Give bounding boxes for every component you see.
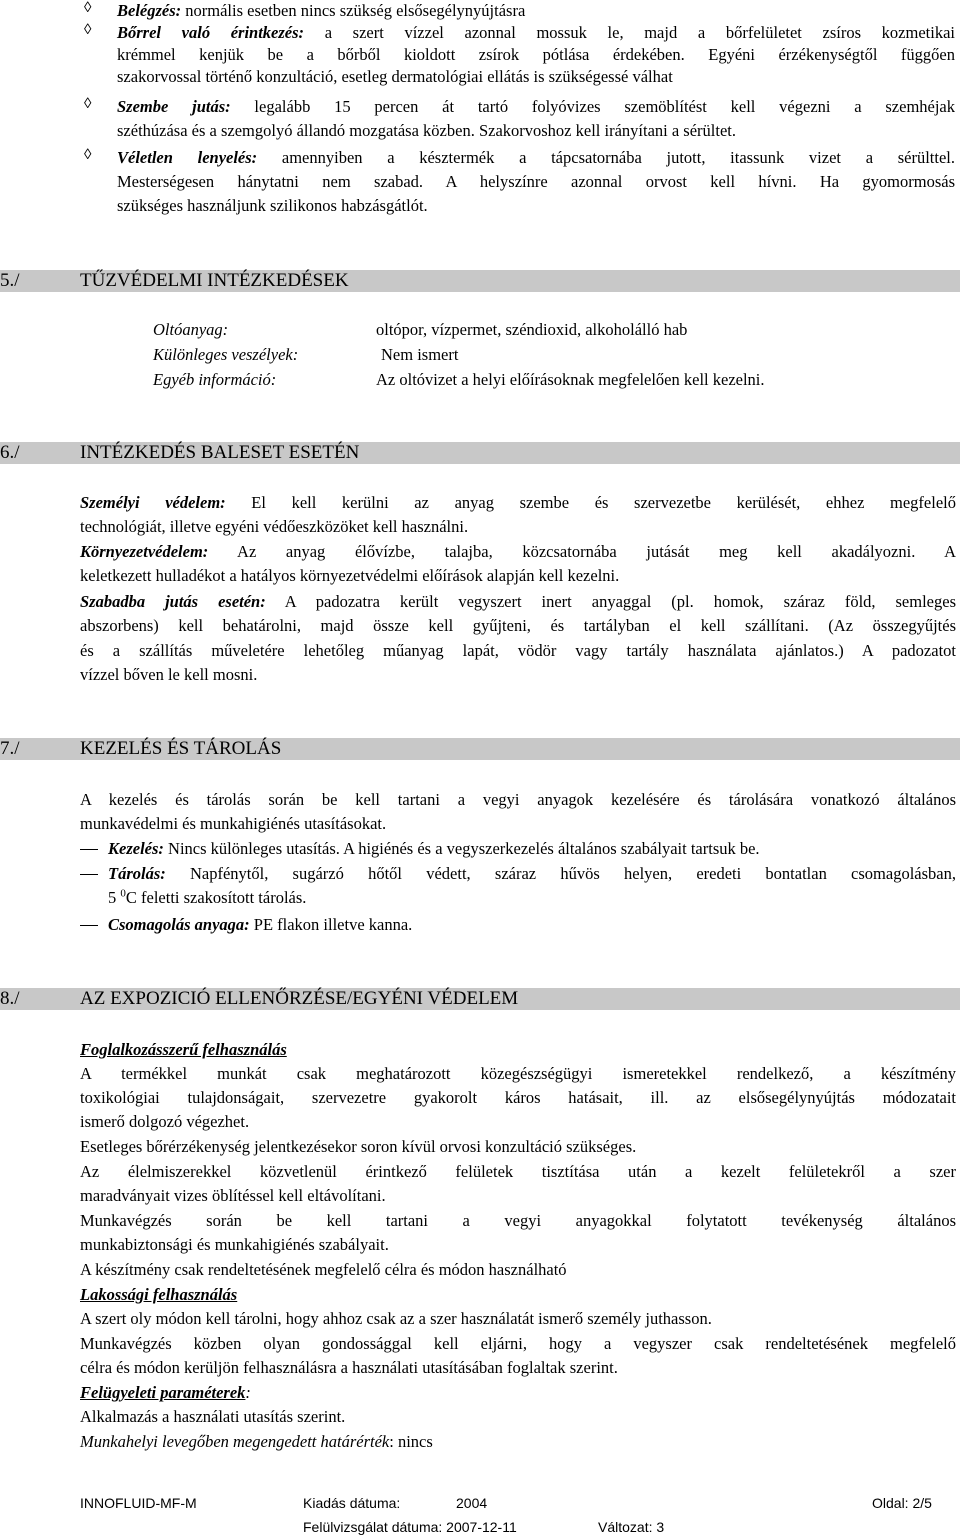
section-title: KEZELÉS ÉS TÁROLÁS <box>80 738 282 759</box>
environmental-protection-line1: Környezetvédelem: Az anyag élővízbe, talajba, közcsatornába jutását meg kell akadályozni. A <box>80 542 956 561</box>
section-7-header <box>0 738 960 760</box>
extinguishing-media-label: Oltóanyag: <box>153 320 229 339</box>
storage-item-line2: 5 $^0$C feletti szakosított tárolás. <box>108 887 307 907</box>
spill-cleanup-line1: Szabadba jutás esetén: A padozatra került vegyszert inert anyaggal (pl. homok, száraz föld, semleges <box>80 592 956 611</box>
section-title: TŰZVÉDELMI INTÉZKEDÉSEK <box>80 270 349 291</box>
section-title: INTÉZKEDÉS BALESET ESETÉN <box>80 442 360 463</box>
bullet-eye-contact: Szembe jutás: legalább 15 percen át tartó folyóvizes szemöblítést kell végezni a szemhéjak <box>117 97 956 116</box>
personal-protection-line2: technológiát, illetve egyéni védőeszközöket kell használni. <box>80 517 469 536</box>
consumer-line3: célra és módon kerüljön felhasználásra a használati utasításában foglaltak szerint. <box>80 1358 618 1377</box>
bullet-skin-contact-line2: krémmel kenjük be a bőrből kioldott zsírok pótlása érdekében. Egyéni érzékenységtől függően <box>117 45 955 64</box>
bullet-eye-contact-line2: széthúzása és a szemgolyó állandó mozgatása közben. Szakorvoshoz kell irányítani a sérültet. <box>117 121 736 140</box>
special-hazards-label: Különleges veszélyek: <box>153 345 299 364</box>
footer-doc-id: INNOFLUID-MF-M <box>80 1495 197 1511</box>
control-parameters-heading: Felügyeleti paraméterek: <box>80 1383 251 1402</box>
dash-bullet-icon <box>80 874 98 875</box>
bullet-ingestion-line3: szükséges használjunk szilikonos habzásgátlót. <box>117 196 428 215</box>
handling-intro-line1: A kezelés és tárolás során be kell tartani a vegyi anyagok kezelésére és tárolására vonatkozó általános <box>80 790 956 809</box>
spill-cleanup-line2: abszorbens) kell behatárolni, majd össze kell gyűjteni, és tartályban el kell szállítani. (Az összegyűjtés <box>80 616 956 635</box>
section-8-header <box>0 988 960 1010</box>
occupational-line6: maradványait vizes öblítéssel kell eltávolítani. <box>80 1186 386 1205</box>
footer-page-number: Oldal: 2/5 <box>872 1495 932 1511</box>
bullet-ingestion: Véletlen lenyelés: amennyiben a késztermék a tápcsatornába jutott, itassunk vizet a sérülttel. <box>117 148 956 167</box>
section-title: AZ EXPOZICIÓ ELLENŐRZÉSE/EGYÉNI VÉDELEM <box>80 988 519 1009</box>
footer-version: Változat: 3 <box>598 1519 665 1535</box>
handling-intro-line2: munkavédelmi és munkahigiénés utasításokat. <box>80 814 387 833</box>
section-number: 8./ <box>0 988 20 1009</box>
packaging-item: Csomagolás anyaga: PE flakon illetve kanna. <box>108 915 413 934</box>
footer-issue-value: 2004 <box>456 1495 488 1511</box>
environmental-protection-line2: keletkezett hulladékot a hatályos környezetvédelmi előírások alapján kell kezelni. <box>80 566 620 585</box>
bullet-skin-contact: Bőrrel való érintkezés: a szert vízzel azonnal mossuk le, majd a bőrfelületet zsíros kozmetikai <box>117 23 955 42</box>
occupational-use-heading: Foglalkozásszerű felhasználás <box>80 1040 287 1059</box>
section-number: 7./ <box>0 738 20 759</box>
occupational-line3: ismerő dolgozó végezhet. <box>80 1112 250 1131</box>
consumer-line2: Munkavégzés közben olyan gondossággal kell eljárni, hogy a vegyszer csak rendeltetésének megfelelő <box>80 1334 956 1353</box>
other-info-label: Egyéb információ: <box>153 370 277 389</box>
diamond-bullet-icon: ◊ <box>84 96 92 112</box>
section-number: 6./ <box>0 442 20 463</box>
special-hazards-value: Nem ismert <box>381 345 459 364</box>
consumer-line1: A szert oly módon kell tárolni, hogy ahhoz csak az a szer használatát ismerő személy juthasson. <box>80 1309 712 1328</box>
spill-cleanup-line4: vízzel bőven le kell mosni. <box>80 665 258 684</box>
diamond-bullet-icon: ◊ <box>84 22 92 38</box>
occupational-line5: Az élelmiszerekkel közvetlenül érintkező felületek tisztítása után a kezelt felületekről a szer <box>80 1162 956 1181</box>
other-info-value: Az oltóvizet a helyi előírásoknak megfelelően kell kezelni. <box>376 370 765 389</box>
section-5-header <box>0 270 960 292</box>
control-parameters-line1: Alkalmazás a használati utasítás szerint. <box>80 1407 346 1426</box>
section-number: 5./ <box>0 270 20 291</box>
storage-item-line1: Tárolás: Napfénytől, sugárzó hőtől védett, száraz hűvös helyen, eredeti bontatlan csomagolásban, <box>108 864 956 883</box>
dash-bullet-icon <box>80 925 98 926</box>
bullet-ingestion-line2: Mesterségesen hánytatni nem szabad. A helyszínre azonnal orvost kell hívni. Ha gyomormosás <box>117 172 955 191</box>
footer-review-date: Felülvizsgálat dátuma: 2007-12-11 <box>303 1519 517 1535</box>
occupational-line8: munkabiztonsági és munkahigiénés szabályait. <box>80 1235 389 1254</box>
footer-issue-label: Kiadás dátuma: <box>303 1495 401 1511</box>
extinguishing-media-value: oltópor, vízpermet, széndioxid, alkoholálló hab <box>376 320 688 339</box>
bullet-skin-contact-line3: szakorvossal történő konzultáció, esetleg dermatológiai ellátás is szükségessé válhat <box>117 67 673 86</box>
occupational-line2: toxikológiai tulajdonságait, szervezetre gyakorolt káros hatásait, ill. az elsősegélynyújtás módozatait <box>80 1088 956 1107</box>
diamond-bullet-icon: ◊ <box>84 147 92 163</box>
exposure-limit-line: Munkahelyi levegőben megengedett határérték: nincs <box>80 1432 433 1451</box>
bullet-inhalation: Belégzés: normális esetben nincs szükség elsősegélynyújtásra <box>117 1 526 20</box>
spill-cleanup-line3: és a szállítás műveletére lehetőleg műanyag lapát, vödör vagy tartály használata ajánlatos.) A padozatot <box>80 641 956 660</box>
occupational-line1: A termékkel munkát csak meghatározott közegészségügyi ismeretekkel rendelkező, a készítmény <box>80 1064 956 1083</box>
personal-protection-line1: Személyi védelem: El kell kerülni az anyag szembe és szervezetbe kerülését, ehhez megfelelő <box>80 493 956 512</box>
occupational-line9: A készítmény csak rendeltetésének megfelelő célra és módon használható <box>80 1260 567 1279</box>
occupational-line4: Esetleges bőrérzékenység jelentkezésekor soron kívül orvosi konzultáció szükséges. <box>80 1137 637 1156</box>
consumer-use-heading: Lakossági felhasználás <box>80 1285 238 1304</box>
diamond-bullet-icon: ◊ <box>84 0 92 16</box>
handling-item: Kezelés: Nincs különleges utasítás. A higiénés és a vegyszerkezelés általános szabályait tartsuk be. <box>108 839 760 858</box>
occupational-line7: Munkavégzés során be kell tartani a vegyi anyagokkal folytatott tevékenység általános <box>80 1211 956 1230</box>
section-6-header <box>0 442 960 464</box>
dash-bullet-icon <box>80 849 98 850</box>
